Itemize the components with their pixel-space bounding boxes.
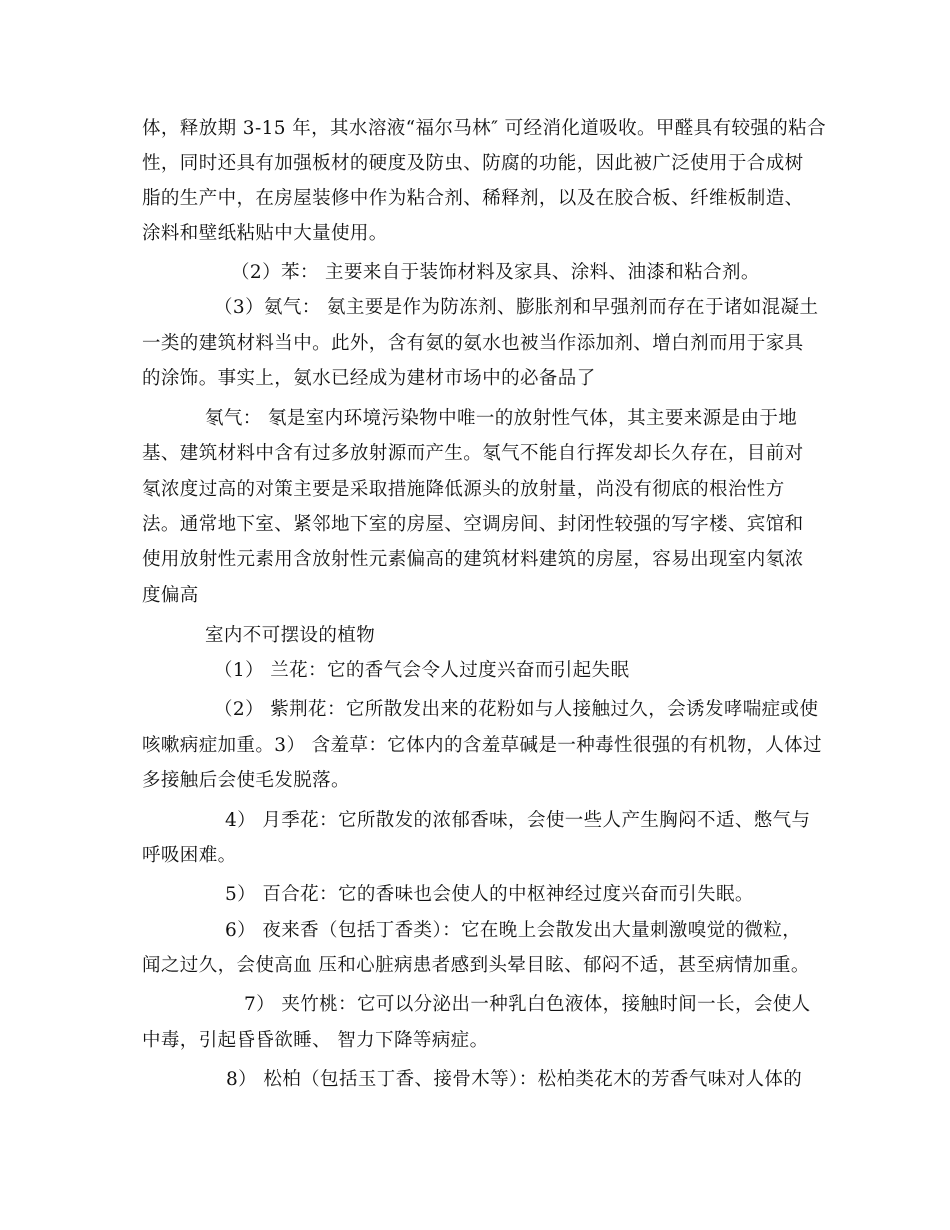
text-line: 8） 松柏（包括玉丁香、接骨木等）：松柏类花木的芳香气味对人体的 — [226, 1069, 803, 1090]
text-line: 6） 夜来香（包括丁香类）：它在晚上会散发出大量刺激嗅觉的微粒， — [225, 920, 802, 941]
text-line: 基、建筑材料中含有过多放射源而产生。氡气不能自行挥发却长久存在，目前对 — [142, 443, 804, 464]
text-line: 法。通常地下室、紧邻地下室的房屋、空调房间、封闭性较强的写字楼、宾馆和 — [142, 514, 804, 535]
text-line: 的涂饰。事实上，氨水已经成为建材市场中的必备品了 — [142, 368, 596, 389]
text-line: 5） 百合花：它的香味也会使人的中枢神经过度兴奋而引失眠。 — [225, 884, 754, 905]
text-line: 多接触后会使毛发脱落。 — [142, 770, 350, 791]
text-line: 闻之过久，会使高血 压和心脏病患者感到头晕目眩、郁闷不适，甚至病情加重。 — [142, 955, 810, 976]
text-line: 中毒，引起昏昏欲睡、 智力下降等病症。 — [142, 1030, 489, 1051]
text-line: （3）氨气： 氨主要是作为防冻剂、膨胀剂和早强剂而存在于诸如混凝土 — [214, 297, 819, 318]
text-line: 一类的建筑材料当中。此外，含有氨的氨水也被当作添加剂、增白剂而用于家具 — [142, 333, 804, 354]
text-line: 呼吸困难。 — [142, 845, 237, 866]
text-line: 体，释放期 3-15 年，其水溶液“福尔马林″ 可经消化道吸收。甲醛具有较强的粘合 — [142, 118, 826, 139]
text-line: 涂料和壁纸粘贴中大量使用。 — [142, 223, 388, 244]
text-line: （2）苯： 主要来自于装饰材料及家具、涂料、油漆和粘合剂。 — [231, 262, 760, 283]
text-line: 性，同时还具有加强板材的硬度及防虫、防腐的功能，因此被广泛使用于合成树 — [142, 153, 804, 174]
text-line: 氡浓度过高的对策主要是采取措施降低源头的放射量，尚没有彻底的根治性方 — [142, 479, 785, 500]
text-line: 脂的生产中，在房屋装修中作为粘合剂、稀释剂，以及在胶合板、纤维板制造、 — [142, 188, 804, 209]
text-line: （2） 紫荆花：它所散发出来的花粉如与人接触过久，会诱发哮喘症或使 — [214, 699, 819, 720]
text-line: 咳嗽病症加重。3） 含羞草：它体内的含羞草碱是一种毒性很强的有机物，人体过 — [142, 735, 822, 756]
text-line: 氡气： 氡是室内环境污染物中唯一的放射性气体，其主要来源是由于地 — [205, 408, 798, 429]
text-line: （1） 兰花：它的香气会令人过度兴奋而引起失眠 — [214, 660, 630, 681]
text-line: 度偏高 — [142, 585, 199, 606]
section-heading: 室内不可摆设的植物 — [205, 625, 376, 646]
text-line: 4） 月季花：它所散发的浓郁香味，会使一些人产生胸闷不适、憋气与 — [225, 810, 811, 831]
text-line: 7） 夹竹桃：它可以分泌出一种乳白色液体，接触时间一长，会使人 — [244, 994, 811, 1015]
text-line: 使用放射性元素用含放射性元素偏高的建筑材料建筑的房屋，容易出现室内氡浓 — [142, 549, 804, 570]
